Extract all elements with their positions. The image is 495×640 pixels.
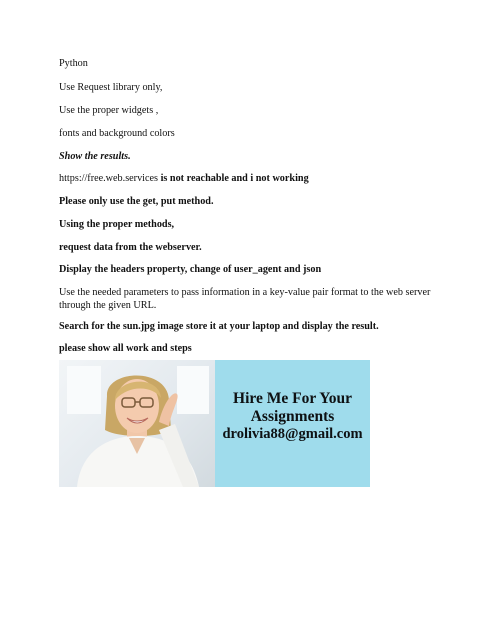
line-parameters: Use the needed parameters to pass information in a key-value pair format to the web server through the given URL. (59, 287, 431, 311)
contact-panel (215, 360, 370, 487)
not-reachable-text: is not reachable and i not working (158, 173, 309, 184)
line-fonts-colors: fonts and background colors (59, 128, 175, 139)
line-proper-methods: Using the proper methods, (59, 219, 175, 230)
line-get-put-method: Please only use the get, put method. (59, 196, 214, 207)
line-display-headers: Display the headers property, change of user_agent and json (59, 264, 322, 275)
line-show-results: Show the results. (59, 151, 131, 162)
line-search-sun-jpg: Search for the sun.jpg image store it at your laptop and display the result. (59, 321, 379, 332)
line-show-work: please show all work and steps (59, 343, 192, 354)
line-request-data: request data from the webserver. (59, 242, 202, 253)
hire-me-banner (59, 360, 370, 487)
woman-photo (59, 360, 215, 487)
assignments-heading: Assignments (250, 408, 335, 425)
line-request-library: Use Request library only, (59, 82, 163, 93)
line-python: Python (59, 58, 88, 69)
contact-email: drolivia88@gmail.com (222, 426, 363, 442)
url-text: https://free.web.services (59, 173, 159, 184)
line-proper-widgets: Use the proper widgets , (59, 105, 159, 116)
hire-me-heading: Hire Me For Your (233, 390, 352, 407)
line-url-not-reachable (59, 173, 439, 186)
